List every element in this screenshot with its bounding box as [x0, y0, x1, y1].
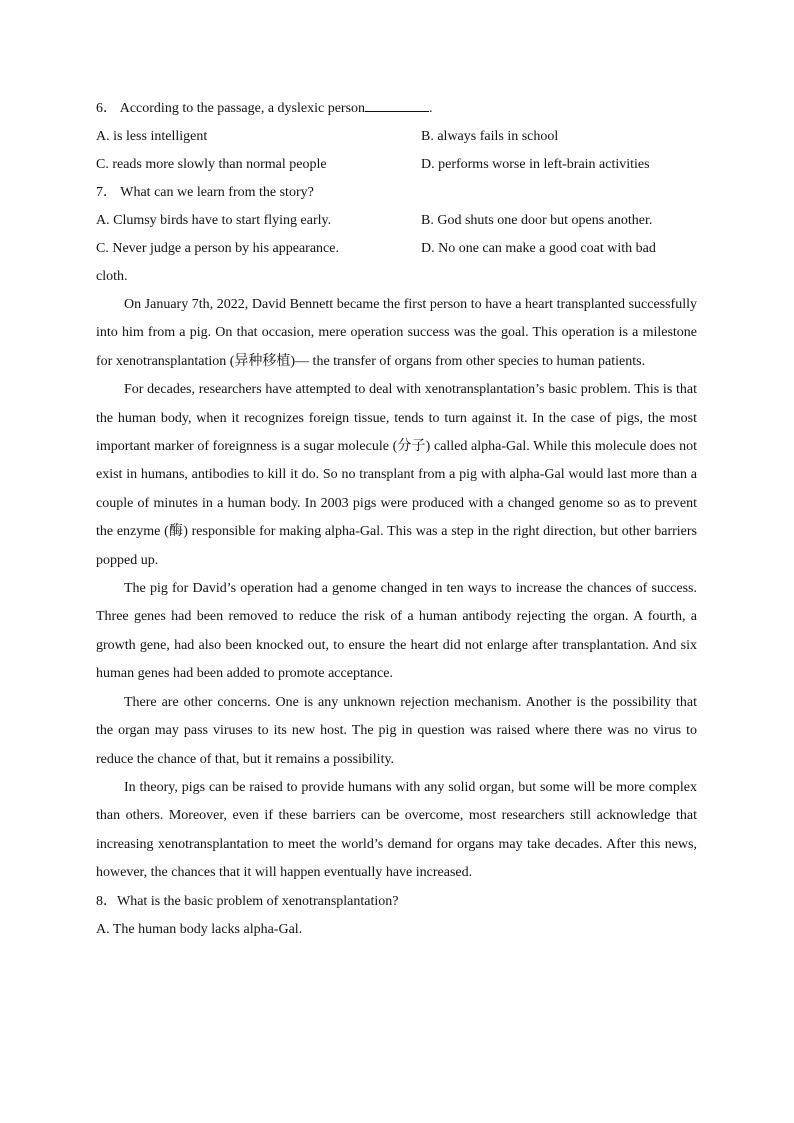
passage-paragraph-4: There are other concerns. One is any unknown rejection mechanism. Another is the possibility that the organ may pass viruses to its new host. The pig in question was raised where there was no virus to reduce the chance of that, but it remains a possibility.	[96, 694, 697, 767]
question-6-stem	[96, 95, 697, 123]
passage-paragraph-1: On January 7th, 2022, David Bennett became the first person to have a heart transplanted successfully into him from a pig. On that occasion, mere operation success was the goal. This operation is a milestone for xenotransplantation (异种移植)— the transfer of organs from other species to human patients.	[96, 297, 697, 369]
q8-option-a[interactable]: A. The human body lacks alpha-Gal.	[96, 921, 303, 937]
q7-option-d[interactable]: D. No one can make a good coat with bad	[421, 241, 656, 256]
q7-option-c[interactable]: C. Never judge a person by his appearance.	[96, 241, 339, 256]
q6-option-b[interactable]: B. always fails in school	[421, 129, 559, 144]
question-6-options-row-1	[96, 123, 697, 151]
q6-option-d[interactable]: D. performs worse in left-brain activities	[421, 157, 650, 172]
passage-paragraph-3: The pig for David’s operation had a genome changed in ten ways to increase the chances of success. Three genes had been removed to reduce the risk of a human antibody rejecting the organ. A fourth, a growth gene, had also been knocked out, to ensure the heart did not enlarge after transplantation. And six human genes had been added to promote acceptance.	[96, 581, 697, 682]
q7-option-d-continued: cloth.	[96, 269, 128, 284]
question-6-text: 6． According to the passage, a dyslexic person	[96, 101, 366, 116]
question-6-options-row-2	[96, 151, 697, 179]
q7-option-a[interactable]: A. Clumsy birds have to start flying early.	[96, 213, 332, 228]
answer-blank	[365, 97, 429, 112]
question-7-stem: 7． What can we learn from the story?	[96, 185, 314, 200]
question-6-end: .	[429, 101, 433, 116]
q6-option-a[interactable]: A. is less intelligent	[96, 129, 208, 144]
q6-option-c[interactable]: C. reads more slowly than normal people	[96, 157, 327, 172]
question-7-options-row-2	[96, 235, 697, 263]
question-8-stem: 8．What is the basic problem of xenotransplantation?	[96, 893, 399, 909]
passage-paragraph-2: For decades, researchers have attempted to deal with xenotransplantation’s basic problem. This is that the human body, when it recognizes foreign tissue, tends to turn against it. In the case of pigs, the most important marker of foreignness is a sugar molecule (分子) called alpha-Gal. While this molecule does not exist in humans, antibodies to kill it do. So no transplant from a pig with alpha-Gal would last more than a couple of minutes in a human body. In 2003 pigs were produced with a changed genome so as to prevent the enzyme (酶) responsible for making alpha-Gal. This was a step in the right direction, but other barriers popped up.	[96, 382, 697, 568]
document-page	[96, 95, 697, 944]
q7-option-b[interactable]: B. God shuts one door but opens another.	[421, 213, 653, 228]
question-7-options-row-1	[96, 207, 697, 235]
passage-paragraph-5: In theory, pigs can be raised to provide humans with any solid organ, but some will be more complex than others. Moreover, even if these barriers can be overcome, most researchers still acknowledge that increasing xenotransplantation to meet the world’s demand for organs may take decades. After this news, however, the chances that it will happen eventually have increased.	[96, 779, 697, 881]
